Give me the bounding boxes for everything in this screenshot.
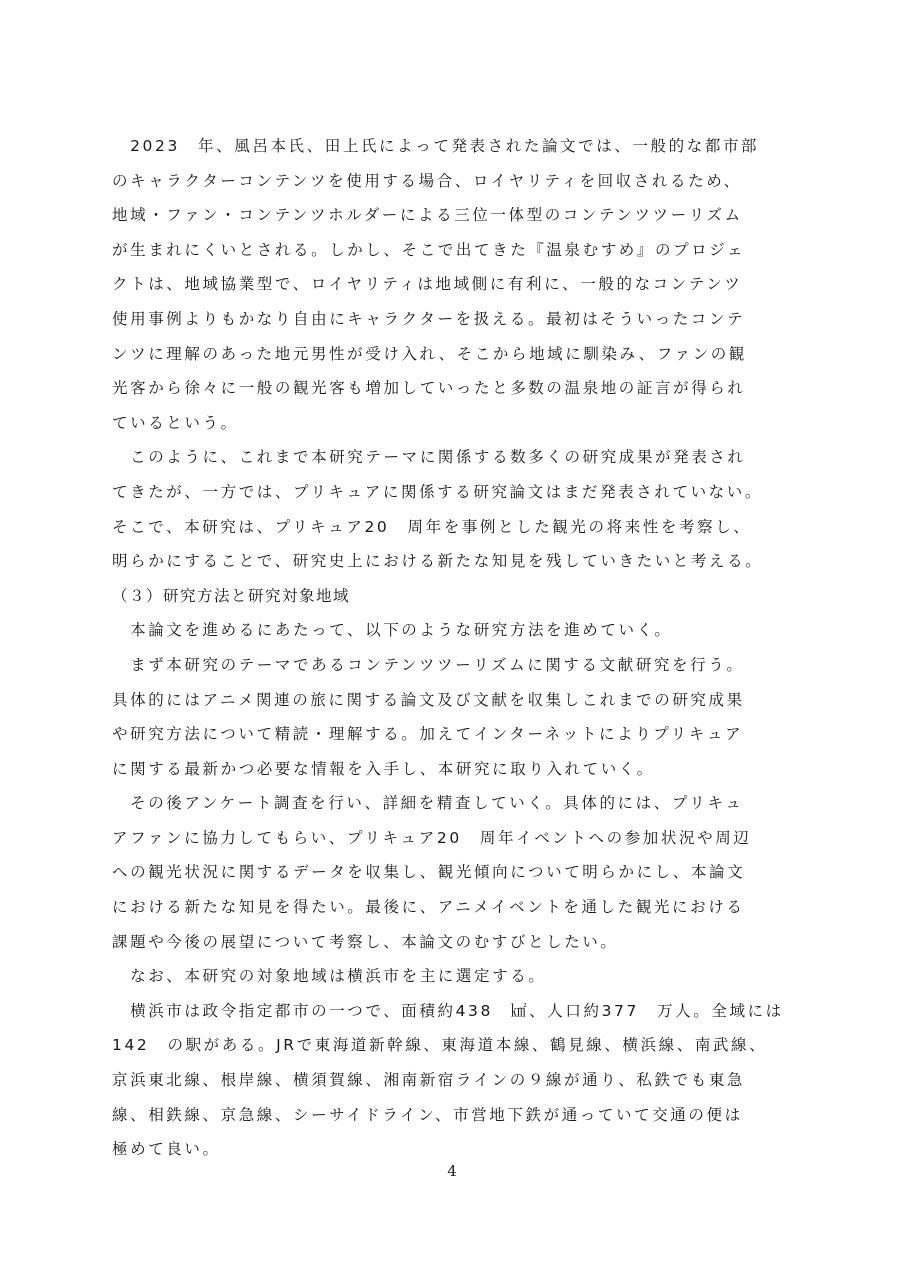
paragraph-line: 京浜東北線、根岸線、横須賀線、湘南新宿ラインの９線が通り、私鉄でも東急 — [112, 1071, 746, 1090]
paragraph-line: アファンに協力してもらい、プリキュア20 周年イベントへの参加状況や周辺 — [112, 828, 752, 847]
page-number: 4 — [447, 1162, 457, 1180]
paragraph-line: 光客から徐々に一般の観光客も増加していったと多数の温泉地の証言が得られ — [112, 379, 746, 398]
paragraph-line: 本論文を進めるにあたって、以下のような研究方法を進めていく。 — [112, 621, 673, 640]
section-heading: （３）研究方法と研究対象地域 — [112, 586, 351, 605]
paragraph-line: 課題や今後の展望について考察し、本論文のむすびとしたい。 — [112, 932, 619, 951]
paragraph-line: 具体的にはアニメ関連の旅に関する論文及び文献を収集しこれまでの研究成果 — [112, 690, 745, 709]
paragraph-line: における新たな知見を得たい。最後に、アニメイベントを通した観光における — [112, 898, 745, 917]
paragraph-line: への観光状況に関するデータを収集し、観光傾向について明らかにし、本論文 — [112, 863, 746, 882]
paragraph-line: 地域・ファン・コンテンツホルダーによる三位一体型のコンテンツツーリズム — [112, 206, 743, 225]
paragraph-line: 2023 年、風呂本氏、田上氏によって発表された論文では、一般的な都市部 — [112, 137, 760, 155]
paragraph-line: のキャラクターコンテンツを使用する場合、ロイヤリティを回収されるため、 — [112, 171, 742, 190]
paragraph-line: なお、本研究の対象地域は横浜市を主に選定する。 — [112, 967, 547, 986]
paragraph-line: ンツに理解のあった地元男性が受け入れ、そこから地域に馴染み、ファンの観 — [112, 344, 747, 363]
paragraph-line: このように、これまで本研究テーマに関係する数多くの研究成果が発表され — [112, 448, 746, 467]
body-text — [112, 132, 802, 1170]
paragraph-line: そこで、本研究は、プリキュア20 周年を事例とした観光の将来性を考察し、 — [112, 517, 752, 536]
paragraph-line: 線、相鉄線、京急線、シーサイドライン、市営地下鉄が通っていて交通の便は — [112, 1105, 743, 1124]
paragraph-line: 明らかにすることで、研究史上における新たな知見を残していきたいと考える。 — [112, 552, 764, 571]
paragraph-line: 極めて良い。 — [112, 1140, 221, 1159]
paragraph-line: や研究方法について精読・理解する。加えてインターネットによりプリキュア — [112, 725, 744, 744]
paragraph-line: ているという。 — [112, 413, 239, 432]
paragraph-line: が生まれにくいとされる。しかし、そこで出てきた『温泉むすめ』のプロジェ — [112, 240, 746, 259]
paragraph-line: その後アンケート調査を行い、詳細を精査していく。具体的には、プリキュ — [112, 794, 744, 813]
paragraph-line: に関する最新かつ必要な情報を入手し、本研究に取り入れていく。 — [112, 759, 655, 778]
paragraph-line: 使用事例よりもかなり自由にキャラクターを扱える。最初はそういったコンテ — [112, 309, 746, 328]
paragraph-line: クトは、地域協業型で、ロイヤリティは地域側に有利に、一般的なコンテンツ — [112, 275, 743, 294]
paragraph-line: 142 の駅がある。JRで東海道新幹線、東海道本線、鶴見線、横浜線、南武線、 — [112, 1036, 768, 1055]
paragraph-line: てきたが、一方では、プリキュアに関係する研究論文はまだ発表されていない。 — [112, 482, 763, 501]
paragraph-line: 横浜市は政令指定都市の一つで、面積約438 ㎢、人口約377 万人。全域には — [112, 1001, 784, 1020]
paragraph-line: まず本研究のテーマであるコンテンツツーリズムに関する文献研究を行う。 — [112, 655, 745, 674]
